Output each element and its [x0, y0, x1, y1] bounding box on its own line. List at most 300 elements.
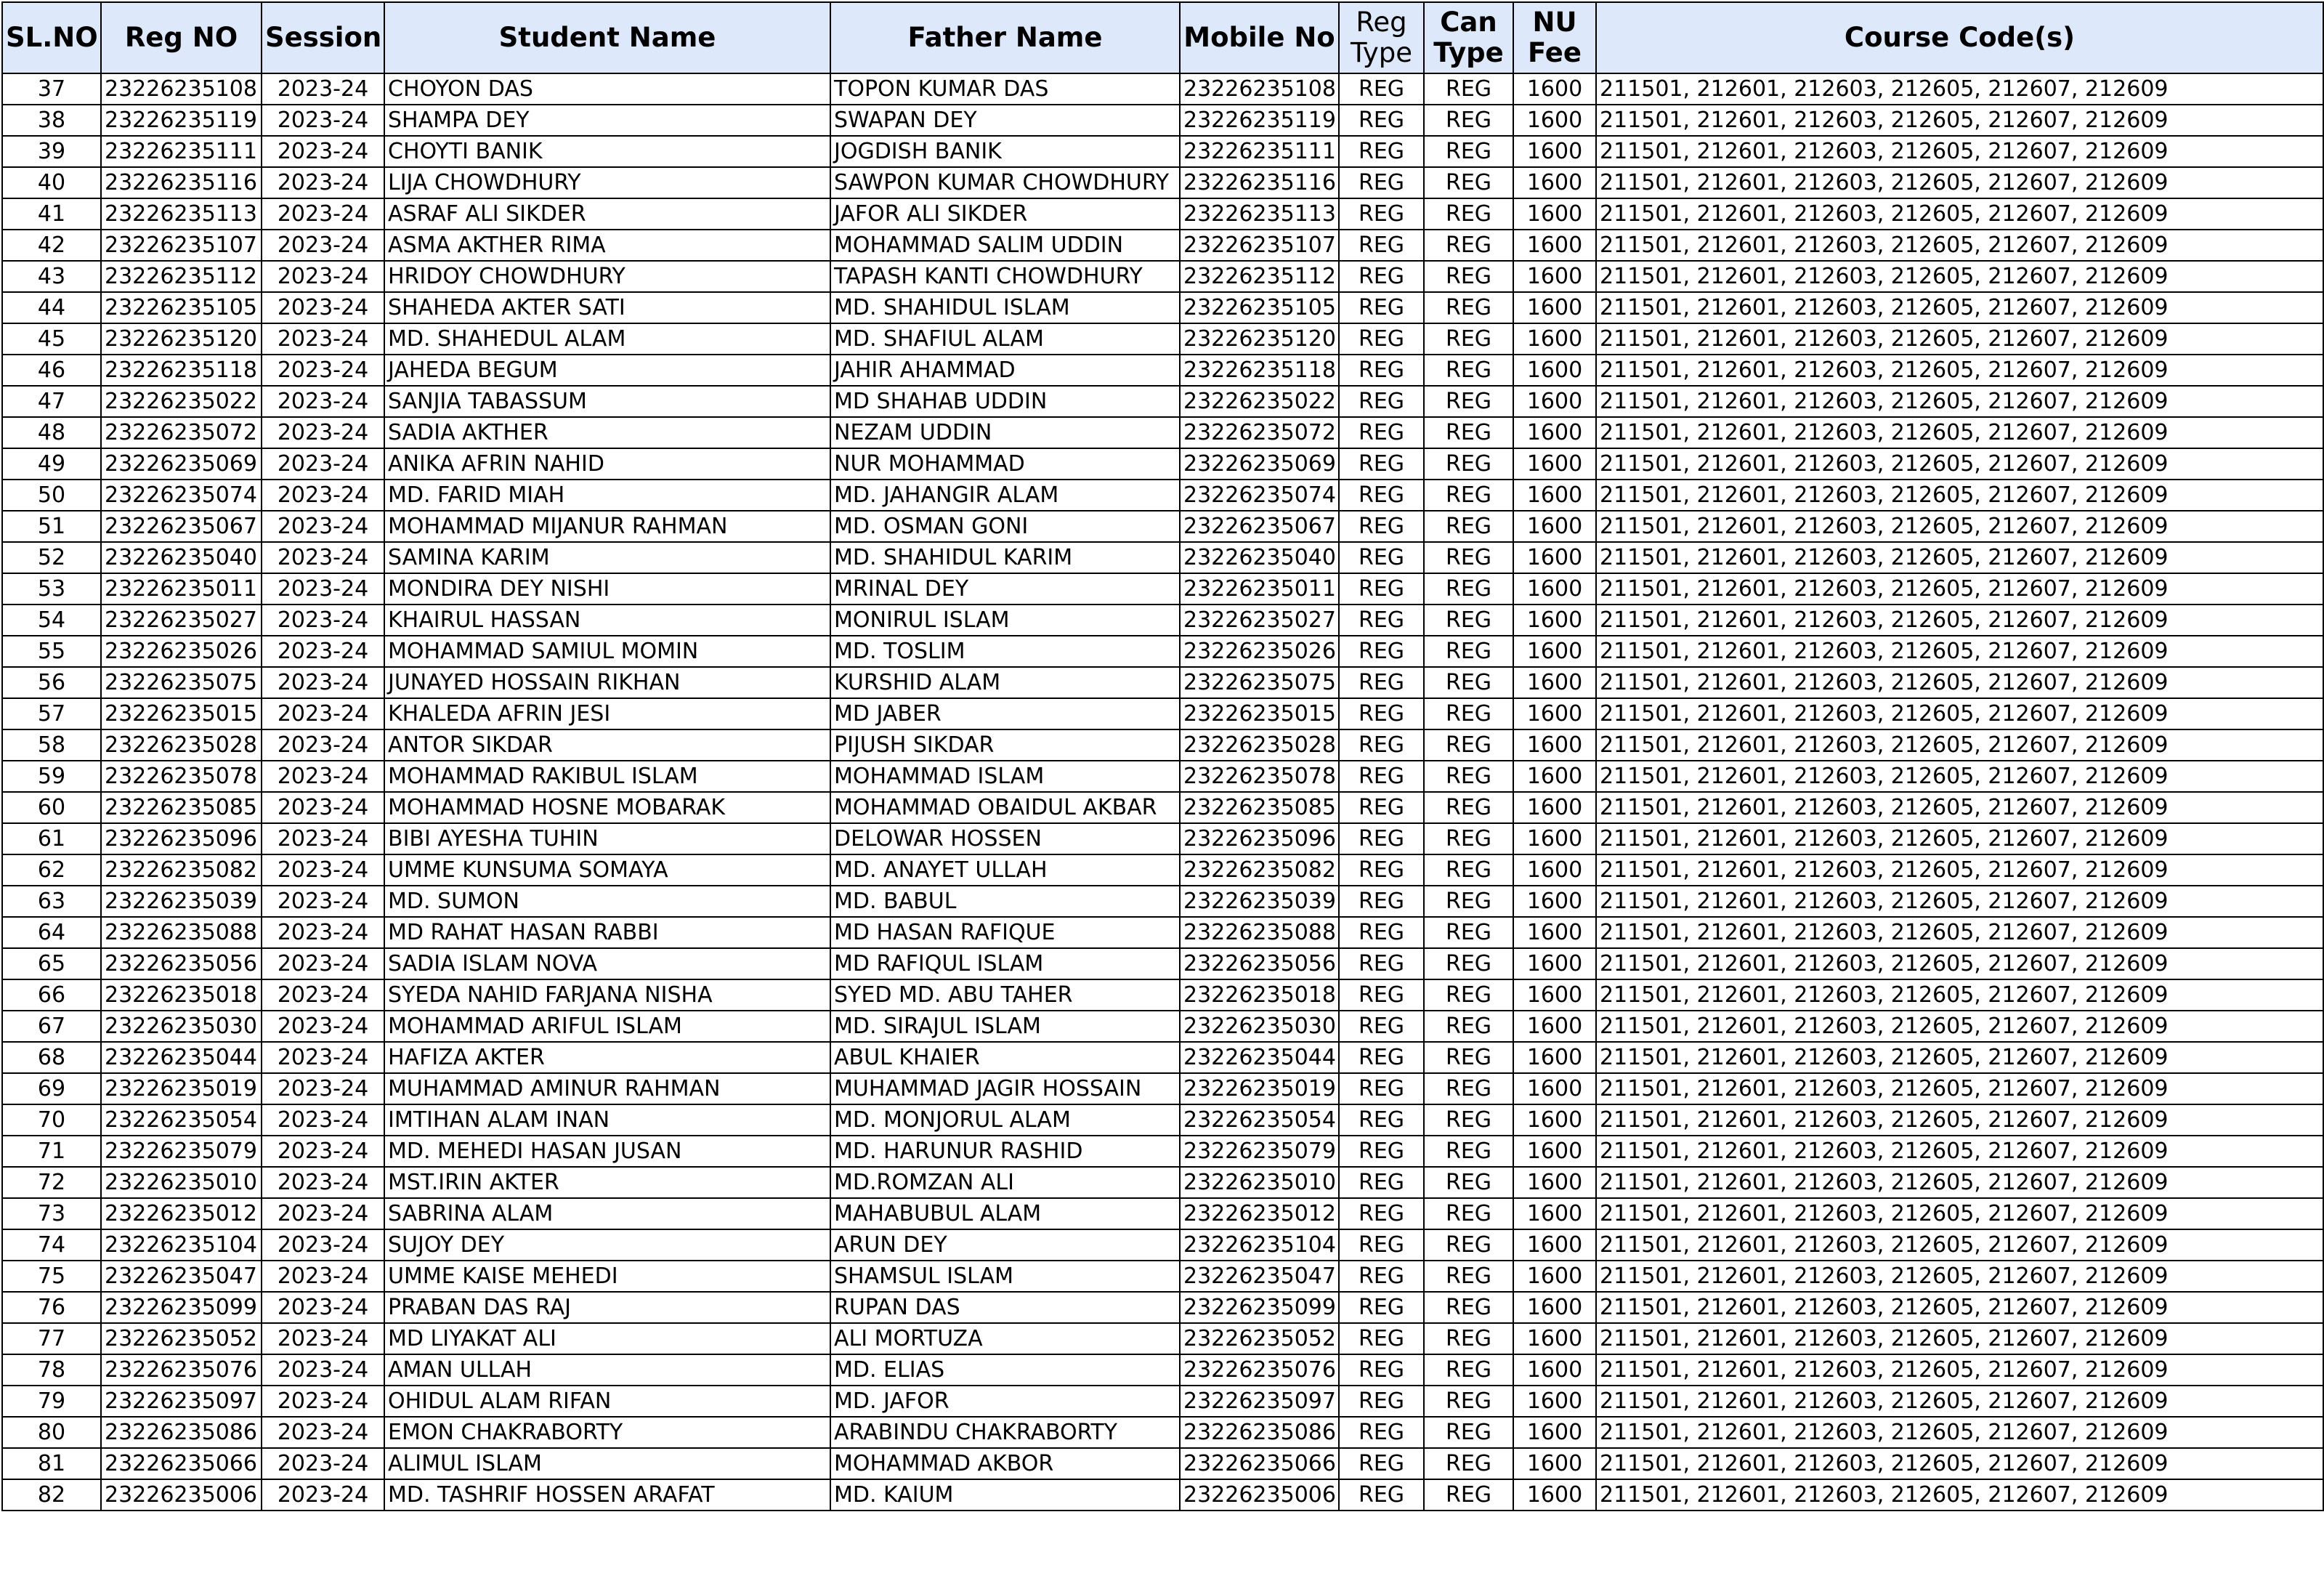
- table-row: [2, 573, 2323, 604]
- header-nu-fee-line2: Fee: [1528, 37, 1582, 68]
- sl-no-cell: 53: [2, 573, 101, 604]
- reg-no-cell: 23226235028: [101, 729, 262, 761]
- sl-no-cell: 37: [2, 73, 101, 105]
- student-table: [1, 1, 2324, 1511]
- can-type-cell: REG: [1424, 948, 1513, 979]
- sl-no-cell: 70: [2, 1104, 101, 1136]
- student-name-cell: AMAN ULLAH: [384, 1354, 830, 1386]
- sl-no-cell: 51: [2, 511, 101, 542]
- header-can-type-line1: Can: [1440, 7, 1497, 38]
- mobile-no-cell: 23226235082: [1180, 854, 1339, 886]
- table-row: [2, 292, 2323, 323]
- reg-type-cell: REG: [1339, 1448, 1424, 1479]
- reg-type-cell: REG: [1339, 1104, 1424, 1136]
- table-row: [2, 1136, 2323, 1167]
- sl-no-cell: 69: [2, 1073, 101, 1104]
- table-row: [2, 854, 2323, 886]
- table-row: [2, 448, 2323, 480]
- nu-fee-cell: 1600: [1513, 729, 1596, 761]
- father-name-cell: SAWPON KUMAR CHOWDHURY: [830, 167, 1180, 198]
- sl-no-cell: 73: [2, 1198, 101, 1229]
- course-codes-cell: 211501, 212601, 212603, 212605, 212607, 212609: [1596, 386, 2323, 417]
- father-name-cell: ARABINDU CHAKRABORTY: [830, 1417, 1180, 1448]
- sl-no-cell: 48: [2, 417, 101, 448]
- can-type-cell: REG: [1424, 355, 1513, 386]
- reg-type-cell: REG: [1339, 136, 1424, 167]
- mobile-no-cell: 23226235011: [1180, 573, 1339, 604]
- session-cell: 2023-24: [262, 386, 384, 417]
- session-cell: 2023-24: [262, 917, 384, 948]
- session-cell: 2023-24: [262, 792, 384, 823]
- session-cell: 2023-24: [262, 604, 384, 636]
- reg-type-cell: REG: [1339, 261, 1424, 292]
- reg-type-cell: REG: [1339, 761, 1424, 792]
- nu-fee-cell: 1600: [1513, 1292, 1596, 1323]
- table-row: [2, 667, 2323, 698]
- session-cell: 2023-24: [262, 1448, 384, 1479]
- can-type-cell: REG: [1424, 1323, 1513, 1354]
- reg-no-cell: 23226235079: [101, 1136, 262, 1167]
- table-row: [2, 480, 2323, 511]
- reg-no-cell: 23226235039: [101, 886, 262, 917]
- session-cell: 2023-24: [262, 198, 384, 230]
- sl-no-cell: 56: [2, 667, 101, 698]
- student-name-cell: KHALEDA AFRIN JESI: [384, 698, 830, 729]
- nu-fee-cell: 1600: [1513, 979, 1596, 1011]
- nu-fee-cell: 1600: [1513, 823, 1596, 854]
- can-type-cell: REG: [1424, 1229, 1513, 1261]
- can-type-cell: REG: [1424, 604, 1513, 636]
- reg-no-cell: 23226235030: [101, 1011, 262, 1042]
- reg-no-cell: 23226235096: [101, 823, 262, 854]
- reg-type-cell: REG: [1339, 1042, 1424, 1073]
- student-name-cell: MOHAMMAD ARIFUL ISLAM: [384, 1011, 830, 1042]
- course-codes-cell: 211501, 212601, 212603, 212605, 212607, 212609: [1596, 511, 2323, 542]
- reg-type-cell: REG: [1339, 1479, 1424, 1511]
- father-name-cell: MAHABUBUL ALAM: [830, 1198, 1180, 1229]
- student-name-cell: ANIKA AFRIN NAHID: [384, 448, 830, 480]
- nu-fee-cell: 1600: [1513, 1323, 1596, 1354]
- table-row: [2, 136, 2323, 167]
- nu-fee-cell: 1600: [1513, 854, 1596, 886]
- can-type-cell: REG: [1424, 761, 1513, 792]
- can-type-cell: REG: [1424, 1261, 1513, 1292]
- session-cell: 2023-24: [262, 573, 384, 604]
- reg-type-cell: REG: [1339, 698, 1424, 729]
- can-type-cell: REG: [1424, 198, 1513, 230]
- mobile-no-cell: 23226235116: [1180, 167, 1339, 198]
- reg-type-cell: REG: [1339, 1354, 1424, 1386]
- reg-type-cell: REG: [1339, 542, 1424, 573]
- reg-type-cell: REG: [1339, 73, 1424, 105]
- father-name-cell: SHAMSUL ISLAM: [830, 1261, 1180, 1292]
- sl-no-cell: 61: [2, 823, 101, 854]
- session-cell: 2023-24: [262, 480, 384, 511]
- reg-no-cell: 23226235116: [101, 167, 262, 198]
- student-name-cell: SAMINA KARIM: [384, 542, 830, 573]
- course-codes-cell: 211501, 212601, 212603, 212605, 212607, 212609: [1596, 73, 2323, 105]
- student-name-cell: UMME KUNSUMA SOMAYA: [384, 854, 830, 886]
- father-name-cell: MD. SHAHIDUL KARIM: [830, 542, 1180, 573]
- reg-type-cell: REG: [1339, 1229, 1424, 1261]
- course-codes-cell: 211501, 212601, 212603, 212605, 212607, 212609: [1596, 1042, 2323, 1073]
- nu-fee-cell: 1600: [1513, 1417, 1596, 1448]
- session-cell: 2023-24: [262, 1354, 384, 1386]
- course-codes-cell: 211501, 212601, 212603, 212605, 212607, 212609: [1596, 1292, 2323, 1323]
- session-cell: 2023-24: [262, 167, 384, 198]
- nu-fee-cell: 1600: [1513, 542, 1596, 573]
- table-row: [2, 198, 2323, 230]
- session-cell: 2023-24: [262, 667, 384, 698]
- reg-no-cell: 23226235054: [101, 1104, 262, 1136]
- nu-fee-cell: 1600: [1513, 417, 1596, 448]
- father-name-cell: MRINAL DEY: [830, 573, 1180, 604]
- course-codes-cell: 211501, 212601, 212603, 212605, 212607, 212609: [1596, 230, 2323, 261]
- sl-no-cell: 60: [2, 792, 101, 823]
- sl-no-cell: 58: [2, 729, 101, 761]
- can-type-cell: REG: [1424, 136, 1513, 167]
- father-name-cell: MD. MONJORUL ALAM: [830, 1104, 1180, 1136]
- student-name-cell: JUNAYED HOSSAIN RIKHAN: [384, 667, 830, 698]
- session-cell: 2023-24: [262, 979, 384, 1011]
- nu-fee-cell: 1600: [1513, 323, 1596, 355]
- father-name-cell: MOHAMMAD ISLAM: [830, 761, 1180, 792]
- course-codes-cell: 211501, 212601, 212603, 212605, 212607, 212609: [1596, 1261, 2323, 1292]
- can-type-cell: REG: [1424, 1104, 1513, 1136]
- nu-fee-cell: 1600: [1513, 105, 1596, 136]
- sl-no-cell: 75: [2, 1261, 101, 1292]
- reg-type-cell: REG: [1339, 105, 1424, 136]
- sl-no-cell: 39: [2, 136, 101, 167]
- reg-no-cell: 23226235015: [101, 698, 262, 729]
- mobile-no-cell: 23226235015: [1180, 698, 1339, 729]
- course-codes-cell: 211501, 212601, 212603, 212605, 212607, 212609: [1596, 667, 2323, 698]
- father-name-cell: MD. SHAFIUL ALAM: [830, 323, 1180, 355]
- course-codes-cell: 211501, 212601, 212603, 212605, 212607, 212609: [1596, 948, 2323, 979]
- table-row: [2, 511, 2323, 542]
- student-name-cell: MST.IRIN AKTER: [384, 1167, 830, 1198]
- nu-fee-cell: 1600: [1513, 917, 1596, 948]
- father-name-cell: MD. ELIAS: [830, 1354, 1180, 1386]
- header-nu-fee-line1: NU: [1532, 7, 1577, 38]
- can-type-cell: REG: [1424, 886, 1513, 917]
- mobile-no-cell: 23226235027: [1180, 604, 1339, 636]
- sl-no-cell: 82: [2, 1479, 101, 1511]
- reg-no-cell: 23226235075: [101, 667, 262, 698]
- father-name-cell: JAFOR ALI SIKDER: [830, 198, 1180, 230]
- reg-type-cell: REG: [1339, 417, 1424, 448]
- reg-type-cell: REG: [1339, 1167, 1424, 1198]
- sl-no-cell: 76: [2, 1292, 101, 1323]
- course-codes-cell: 211501, 212601, 212603, 212605, 212607, 212609: [1596, 1479, 2323, 1511]
- header-can-type: [1424, 2, 1513, 73]
- course-codes-cell: 211501, 212601, 212603, 212605, 212607, 212609: [1596, 729, 2323, 761]
- mobile-no-cell: 23226235040: [1180, 542, 1339, 573]
- table-row: [2, 886, 2323, 917]
- table-row: [2, 604, 2323, 636]
- table-row: [2, 355, 2323, 386]
- can-type-cell: REG: [1424, 636, 1513, 667]
- course-codes-cell: 211501, 212601, 212603, 212605, 212607, 212609: [1596, 1104, 2323, 1136]
- father-name-cell: PIJUSH SIKDAR: [830, 729, 1180, 761]
- reg-type-cell: REG: [1339, 792, 1424, 823]
- nu-fee-cell: 1600: [1513, 667, 1596, 698]
- table-row: [2, 1011, 2323, 1042]
- student-name-cell: SABRINA ALAM: [384, 1198, 830, 1229]
- sl-no-cell: 43: [2, 261, 101, 292]
- session-cell: 2023-24: [262, 355, 384, 386]
- father-name-cell: TOPON KUMAR DAS: [830, 73, 1180, 105]
- course-codes-cell: 211501, 212601, 212603, 212605, 212607, 212609: [1596, 1198, 2323, 1229]
- father-name-cell: MUHAMMAD JAGIR HOSSAIN: [830, 1073, 1180, 1104]
- sl-no-cell: 78: [2, 1354, 101, 1386]
- sl-no-cell: 65: [2, 948, 101, 979]
- nu-fee-cell: 1600: [1513, 886, 1596, 917]
- table-row: [2, 1167, 2323, 1198]
- mobile-no-cell: 23226235119: [1180, 105, 1339, 136]
- can-type-cell: REG: [1424, 1136, 1513, 1167]
- reg-no-cell: 23226235069: [101, 448, 262, 480]
- table-row: [2, 1104, 2323, 1136]
- can-type-cell: REG: [1424, 292, 1513, 323]
- session-cell: 2023-24: [262, 1167, 384, 1198]
- table-row: [2, 1417, 2323, 1448]
- table-row: [2, 948, 2323, 979]
- reg-type-cell: REG: [1339, 854, 1424, 886]
- student-name-cell: KHAIRUL HASSAN: [384, 604, 830, 636]
- student-name-cell: ALIMUL ISLAM: [384, 1448, 830, 1479]
- table-row: [2, 323, 2323, 355]
- nu-fee-cell: 1600: [1513, 386, 1596, 417]
- session-cell: 2023-24: [262, 448, 384, 480]
- mobile-no-cell: 23226235028: [1180, 729, 1339, 761]
- student-name-cell: OHIDUL ALAM RIFAN: [384, 1386, 830, 1417]
- reg-type-cell: REG: [1339, 1198, 1424, 1229]
- mobile-no-cell: 23226235078: [1180, 761, 1339, 792]
- sl-no-cell: 41: [2, 198, 101, 230]
- session-cell: 2023-24: [262, 1229, 384, 1261]
- mobile-no-cell: 23226235105: [1180, 292, 1339, 323]
- mobile-no-cell: 23226235096: [1180, 823, 1339, 854]
- session-cell: 2023-24: [262, 886, 384, 917]
- course-codes-cell: 211501, 212601, 212603, 212605, 212607, 212609: [1596, 1448, 2323, 1479]
- session-cell: 2023-24: [262, 1136, 384, 1167]
- table-row: [2, 230, 2323, 261]
- header-nu-fee: [1513, 2, 1596, 73]
- table-row: [2, 386, 2323, 417]
- session-cell: 2023-24: [262, 1104, 384, 1136]
- reg-no-cell: 23226235074: [101, 480, 262, 511]
- can-type-cell: REG: [1424, 167, 1513, 198]
- father-name-cell: MD. JAHANGIR ALAM: [830, 480, 1180, 511]
- mobile-no-cell: 23226235075: [1180, 667, 1339, 698]
- nu-fee-cell: 1600: [1513, 948, 1596, 979]
- header-reg-type-line1: Reg: [1356, 7, 1407, 38]
- father-name-cell: MD. TOSLIM: [830, 636, 1180, 667]
- sl-no-cell: 57: [2, 698, 101, 729]
- can-type-cell: REG: [1424, 542, 1513, 573]
- course-codes-cell: 211501, 212601, 212603, 212605, 212607, 212609: [1596, 417, 2323, 448]
- reg-no-cell: 23226235027: [101, 604, 262, 636]
- nu-fee-cell: 1600: [1513, 136, 1596, 167]
- table-row: [2, 729, 2323, 761]
- mobile-no-cell: 23226235010: [1180, 1167, 1339, 1198]
- nu-fee-cell: 1600: [1513, 573, 1596, 604]
- table-row: [2, 1448, 2323, 1479]
- course-codes-cell: 211501, 212601, 212603, 212605, 212607, 212609: [1596, 1354, 2323, 1386]
- table-header: [2, 2, 2323, 73]
- course-codes-cell: 211501, 212601, 212603, 212605, 212607, 212609: [1596, 1229, 2323, 1261]
- table-row: [2, 636, 2323, 667]
- sl-no-cell: 54: [2, 604, 101, 636]
- can-type-cell: REG: [1424, 729, 1513, 761]
- student-name-cell: MOHAMMAD MIJANUR RAHMAN: [384, 511, 830, 542]
- reg-type-cell: REG: [1339, 355, 1424, 386]
- student-name-cell: MD RAHAT HASAN RABBI: [384, 917, 830, 948]
- nu-fee-cell: 1600: [1513, 355, 1596, 386]
- mobile-no-cell: 23226235047: [1180, 1261, 1339, 1292]
- sl-no-cell: 47: [2, 386, 101, 417]
- reg-no-cell: 23226235105: [101, 292, 262, 323]
- reg-type-cell: REG: [1339, 230, 1424, 261]
- father-name-cell: TAPASH KANTI CHOWDHURY: [830, 261, 1180, 292]
- father-name-cell: MOHAMMAD SALIM UDDIN: [830, 230, 1180, 261]
- father-name-cell: MD. ANAYET ULLAH: [830, 854, 1180, 886]
- student-name-cell: SADIA ISLAM NOVA: [384, 948, 830, 979]
- mobile-no-cell: 23226235022: [1180, 386, 1339, 417]
- nu-fee-cell: 1600: [1513, 1011, 1596, 1042]
- course-codes-cell: 211501, 212601, 212603, 212605, 212607, 212609: [1596, 261, 2323, 292]
- course-codes-cell: 211501, 212601, 212603, 212605, 212607, 212609: [1596, 1417, 2323, 1448]
- reg-no-cell: 23226235019: [101, 1073, 262, 1104]
- reg-type-cell: REG: [1339, 1292, 1424, 1323]
- session-cell: 2023-24: [262, 636, 384, 667]
- sl-no-cell: 50: [2, 480, 101, 511]
- reg-type-cell: REG: [1339, 636, 1424, 667]
- father-name-cell: MOHAMMAD OBAIDUL AKBAR: [830, 792, 1180, 823]
- mobile-no-cell: 23226235067: [1180, 511, 1339, 542]
- course-codes-cell: 211501, 212601, 212603, 212605, 212607, 212609: [1596, 761, 2323, 792]
- student-name-cell: JAHEDA BEGUM: [384, 355, 830, 386]
- reg-no-cell: 23226235040: [101, 542, 262, 573]
- father-name-cell: MD. SHAHIDUL ISLAM: [830, 292, 1180, 323]
- table-row: [2, 792, 2323, 823]
- student-name-cell: MD. MEHEDI HASAN JUSAN: [384, 1136, 830, 1167]
- nu-fee-cell: 1600: [1513, 1198, 1596, 1229]
- can-type-cell: REG: [1424, 1292, 1513, 1323]
- reg-no-cell: 23226235107: [101, 230, 262, 261]
- mobile-no-cell: 23226235086: [1180, 1417, 1339, 1448]
- reg-type-cell: REG: [1339, 386, 1424, 417]
- sl-no-cell: 64: [2, 917, 101, 948]
- reg-no-cell: 23226235112: [101, 261, 262, 292]
- reg-type-cell: REG: [1339, 511, 1424, 542]
- session-cell: 2023-24: [262, 698, 384, 729]
- student-name-cell: IMTIHAN ALAM INAN: [384, 1104, 830, 1136]
- mobile-no-cell: 23226235111: [1180, 136, 1339, 167]
- course-codes-cell: 211501, 212601, 212603, 212605, 212607, 212609: [1596, 1323, 2323, 1354]
- father-name-cell: MD. SIRAJUL ISLAM: [830, 1011, 1180, 1042]
- student-name-cell: MOHAMMAD SAMIUL MOMIN: [384, 636, 830, 667]
- nu-fee-cell: 1600: [1513, 1448, 1596, 1479]
- course-codes-cell: 211501, 212601, 212603, 212605, 212607, 212609: [1596, 979, 2323, 1011]
- sl-no-cell: 66: [2, 979, 101, 1011]
- nu-fee-cell: 1600: [1513, 480, 1596, 511]
- father-name-cell: MD SHAHAB UDDIN: [830, 386, 1180, 417]
- can-type-cell: REG: [1424, 105, 1513, 136]
- sl-no-cell: 59: [2, 761, 101, 792]
- can-type-cell: REG: [1424, 73, 1513, 105]
- session-cell: 2023-24: [262, 417, 384, 448]
- nu-fee-cell: 1600: [1513, 1479, 1596, 1511]
- mobile-no-cell: 23226235079: [1180, 1136, 1339, 1167]
- can-type-cell: REG: [1424, 1386, 1513, 1417]
- header-mobile-no: Mobile No: [1180, 2, 1339, 73]
- session-cell: 2023-24: [262, 1261, 384, 1292]
- course-codes-cell: 211501, 212601, 212603, 212605, 212607, 212609: [1596, 792, 2323, 823]
- sl-no-cell: 42: [2, 230, 101, 261]
- nu-fee-cell: 1600: [1513, 604, 1596, 636]
- reg-type-cell: REG: [1339, 1261, 1424, 1292]
- can-type-cell: REG: [1424, 417, 1513, 448]
- header-student-name: Student Name: [384, 2, 830, 73]
- session-cell: 2023-24: [262, 729, 384, 761]
- mobile-no-cell: 23226235006: [1180, 1479, 1339, 1511]
- sl-no-cell: 52: [2, 542, 101, 573]
- father-name-cell: MD.ROMZAN ALI: [830, 1167, 1180, 1198]
- father-name-cell: ABUL KHAIER: [830, 1042, 1180, 1073]
- can-type-cell: REG: [1424, 1167, 1513, 1198]
- can-type-cell: REG: [1424, 573, 1513, 604]
- table-row: [2, 1042, 2323, 1073]
- father-name-cell: MD. OSMAN GONI: [830, 511, 1180, 542]
- can-type-cell: REG: [1424, 979, 1513, 1011]
- can-type-cell: REG: [1424, 261, 1513, 292]
- table-row: [2, 1261, 2323, 1292]
- nu-fee-cell: 1600: [1513, 698, 1596, 729]
- father-name-cell: MD. BABUL: [830, 886, 1180, 917]
- table-row: [2, 1386, 2323, 1417]
- can-type-cell: REG: [1424, 1011, 1513, 1042]
- student-name-cell: MOHAMMAD RAKIBUL ISLAM: [384, 761, 830, 792]
- can-type-cell: REG: [1424, 448, 1513, 480]
- course-codes-cell: 211501, 212601, 212603, 212605, 212607, 212609: [1596, 448, 2323, 480]
- reg-no-cell: 23226235044: [101, 1042, 262, 1073]
- reg-no-cell: 23226235047: [101, 1261, 262, 1292]
- father-name-cell: JAHIR AHAMMAD: [830, 355, 1180, 386]
- nu-fee-cell: 1600: [1513, 1354, 1596, 1386]
- student-name-cell: ANTOR SIKDAR: [384, 729, 830, 761]
- sl-no-cell: 74: [2, 1229, 101, 1261]
- reg-no-cell: 23226235010: [101, 1167, 262, 1198]
- course-codes-cell: 211501, 212601, 212603, 212605, 212607, 212609: [1596, 1073, 2323, 1104]
- can-type-cell: REG: [1424, 1417, 1513, 1448]
- nu-fee-cell: 1600: [1513, 292, 1596, 323]
- course-codes-cell: 211501, 212601, 212603, 212605, 212607, 212609: [1596, 355, 2323, 386]
- sl-no-cell: 62: [2, 854, 101, 886]
- course-codes-cell: 211501, 212601, 212603, 212605, 212607, 212609: [1596, 636, 2323, 667]
- student-name-cell: SHAMPA DEY: [384, 105, 830, 136]
- nu-fee-cell: 1600: [1513, 167, 1596, 198]
- reg-no-cell: 23226235088: [101, 917, 262, 948]
- sl-no-cell: 77: [2, 1323, 101, 1354]
- mobile-no-cell: 23226235066: [1180, 1448, 1339, 1479]
- nu-fee-cell: 1600: [1513, 1261, 1596, 1292]
- session-cell: 2023-24: [262, 230, 384, 261]
- header-session: Session: [262, 2, 384, 73]
- reg-no-cell: 23226235018: [101, 979, 262, 1011]
- reg-type-cell: REG: [1339, 604, 1424, 636]
